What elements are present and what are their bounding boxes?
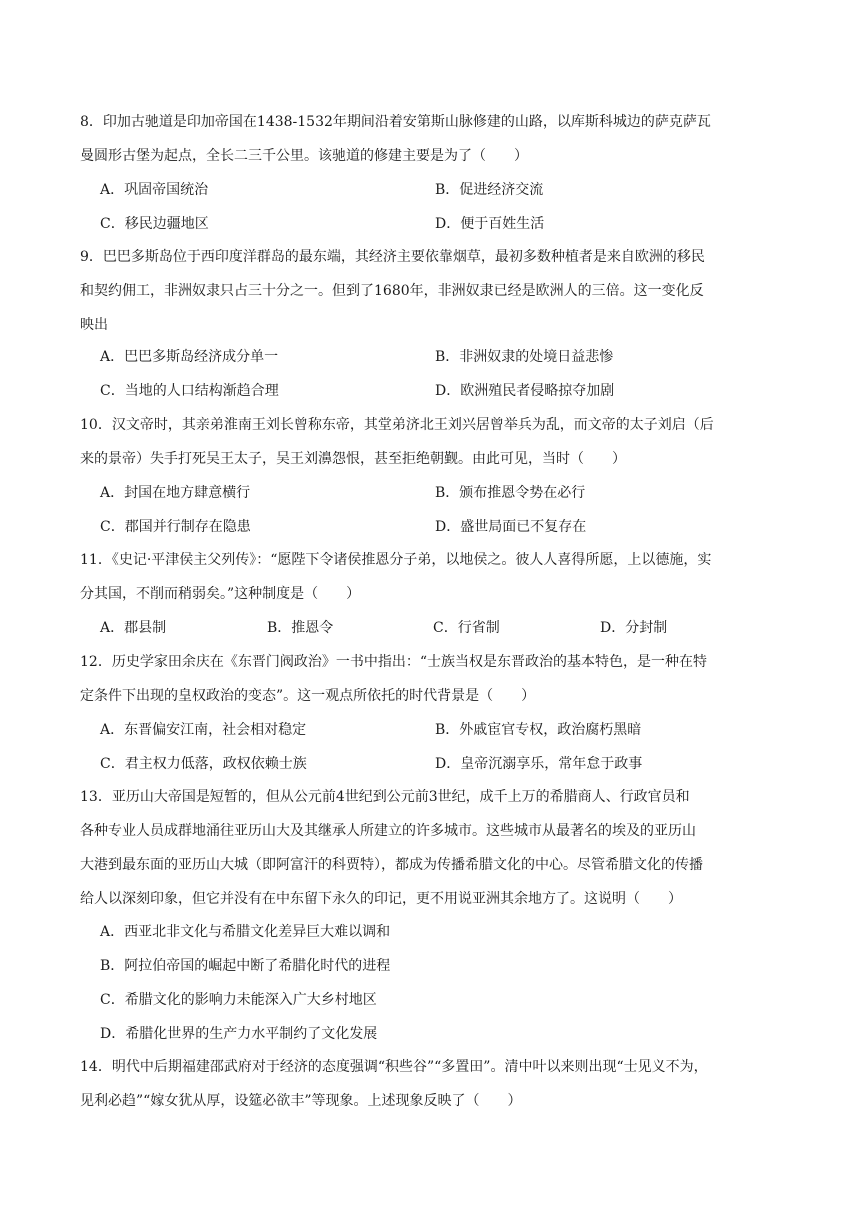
question-line: 给人以深刻印象，但它并没有在中东留下永久的印记，更不用说亚洲其余地方了。这说明（ ） <box>80 891 682 907</box>
options-11 <box>100 611 780 645</box>
question-line: 大港到最东面的亚历山大城（即阿富汗的科贾特），都成为传播希腊文化的中心。尽管希腊文化的传播 <box>80 857 703 873</box>
option-d: D．皇帝沉溺享乐，常年怠于政事 <box>435 756 643 772</box>
option-d: D．盛世局面已不复存在 <box>435 519 587 535</box>
option-c: C．郡国并行制存在隐患 <box>100 519 251 535</box>
question-line: 14．明代中后期福建邵武府对于经济的态度强调“积些谷”“多置田”。清中叶以来则出现“士见义不为， <box>80 1059 708 1075</box>
question-line: 定条件下出现的皇权政治的变态”。这一观点所依托的时代背景是（ ） <box>80 688 536 704</box>
option-b: B．非洲奴隶的处境日益悲惨 <box>435 349 614 365</box>
question-line: 9．巴巴多斯岛位于西印度洋群岛的最东端，其经济主要依靠烟草，最初多数种植者是来自欧洲的移民 <box>80 249 705 265</box>
options-12 <box>100 713 780 781</box>
option-c: C．移民边疆地区 <box>100 216 209 232</box>
question-line: 各种专业人员成群地涌往亚历山大及其继承人所建立的许多城市。这些城市从最著名的埃及的亚历山 <box>80 823 696 839</box>
option-a: A．郡县制 <box>100 620 167 636</box>
question-line: 12．历史学家田余庆在《东晋门阀政治》一书中指出：“士族当权是东晋政治的基本特色，是一种在特 <box>80 654 707 670</box>
options-8 <box>100 173 780 241</box>
option-a: A．东晋偏安江南，社会相对稳定 <box>100 722 307 738</box>
option-d: D．希腊化世界的生产力水平制约了文化发展 <box>100 1026 378 1042</box>
question-11 <box>80 543 785 611</box>
option-b: B．颁布推恩令势在必行 <box>435 485 586 501</box>
question-line: 曼圆形古堡为起点，全长二三千公里。该驰道的修建主要是为了（ ） <box>80 148 528 164</box>
option-b: B．促进经济交流 <box>435 182 544 198</box>
option-b: B．外戚宦官专权，政治腐朽黑暗 <box>435 722 642 738</box>
options-13 <box>100 915 780 1051</box>
question-13 <box>80 780 785 916</box>
options-10 <box>100 476 780 544</box>
option-d: D．分封制 <box>600 620 668 636</box>
option-a: A．封国在地方肆意横行 <box>100 485 251 501</box>
question-8 <box>80 105 785 173</box>
question-10 <box>80 408 785 476</box>
option-a: A．巩固帝国统治 <box>100 182 209 198</box>
question-line: 分其国，不削而稍弱矣。”这种制度是（ ） <box>80 586 361 602</box>
question-line: 13．亚历山大帝国是短暂的，但从公元前4世纪到公元前3世纪，成千上万的希腊商人、行政官员和 <box>80 789 690 805</box>
option-c: C．君主权力低落，政权依赖士族 <box>100 756 307 772</box>
option-c: C．当地的人口结构渐趋合理 <box>100 383 279 399</box>
question-line: 11．《史记·平津侯主父列传》：“愿陛下令诸侯推恩分子弟，以地侯之。彼人人喜得所愿，上以德施，实 <box>80 552 712 568</box>
question-14 <box>80 1050 785 1118</box>
question-line: 见利必趋”“嫁女犹从厚，设筵必欲丰”等现象。上述现象反映了（ ） <box>80 1093 522 1109</box>
question-line: 映出 <box>80 317 108 333</box>
option-a: A．巴巴多斯岛经济成分单一 <box>100 349 279 365</box>
option-b: B．推恩令 <box>267 620 334 636</box>
options-9 <box>100 340 780 408</box>
option-d: D．便于百姓生活 <box>435 216 545 232</box>
question-line: 和契约佣工，非洲奴隶只占三十分之一。但到了1680年，非洲奴隶已经是欧洲人的三倍。这一变化反 <box>80 283 704 299</box>
option-c: C．行省制 <box>433 620 500 636</box>
question-12 <box>80 645 785 713</box>
question-9 <box>80 240 785 342</box>
option-c: C．希腊文化的影响力未能深入广大乡村地区 <box>100 992 377 1008</box>
option-d: D．欧洲殖民者侵略掠夺加剧 <box>435 383 615 399</box>
question-line: 8．印加古驰道是印加帝国在1438-1532年期间沿着安第斯山脉修建的山路，以库斯科城边的萨克萨瓦 <box>80 114 711 130</box>
option-b: B．阿拉伯帝国的崛起中断了希腊化时代的进程 <box>100 958 391 974</box>
question-line: 来的景帝）失手打死吴王太子，吴王刘濞怨恨，甚至拒绝朝觐。由此可见，当时（ ） <box>80 451 626 467</box>
question-line: 10．汉文帝时，其亲弟淮南王刘长曾称东帝，其堂弟济北王刘兴居曾举兵为乱，而文帝的太子刘启（后 <box>80 417 714 433</box>
option-a: A．西亚北非文化与希腊文化差异巨大难以调和 <box>100 924 391 940</box>
